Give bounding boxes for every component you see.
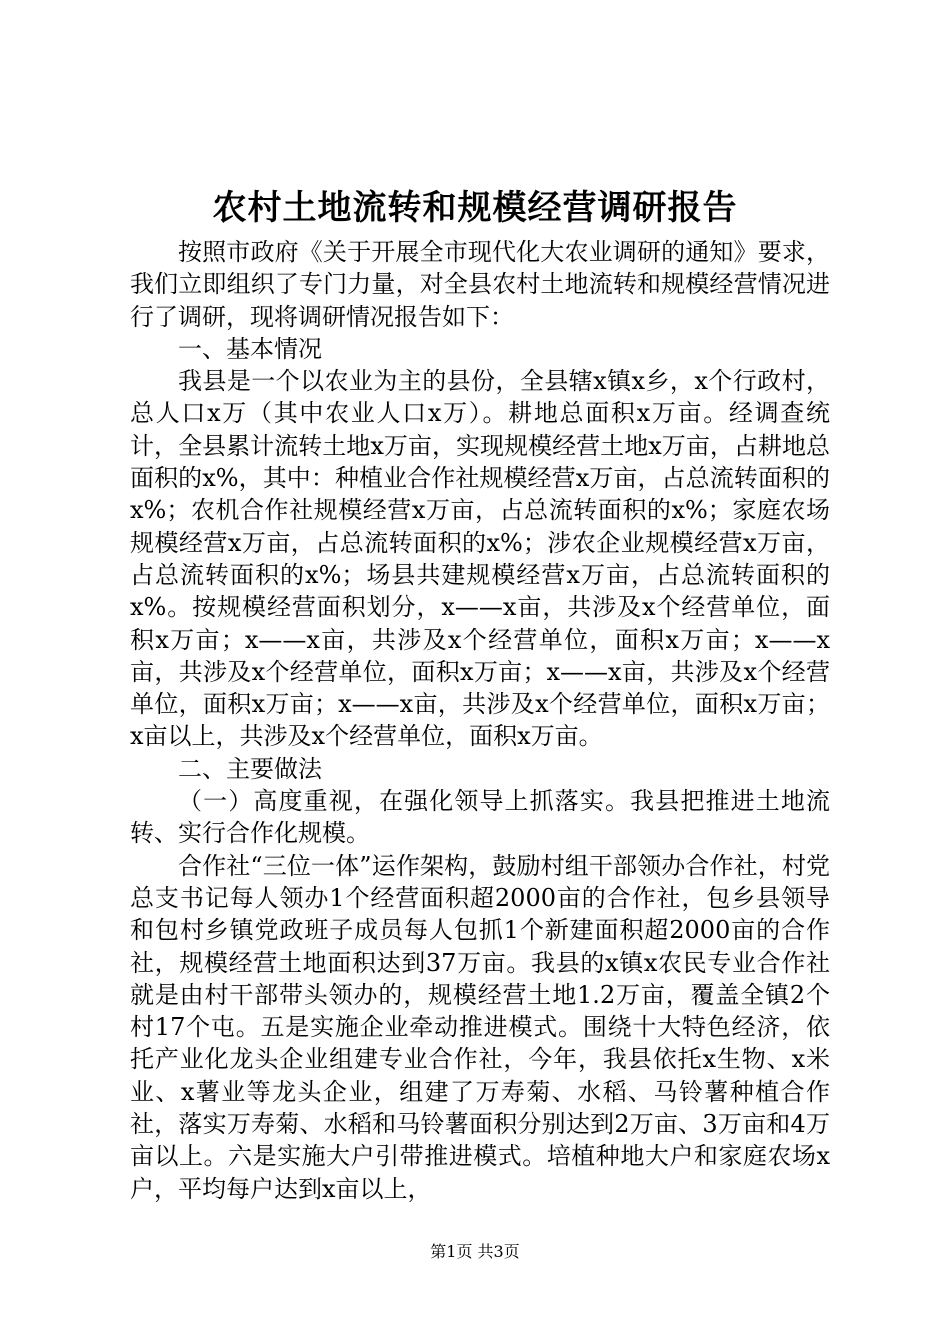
basic-situation-paragraph: 我县是一个以农业为主的县份，全县辖x镇x乡，x个行政村，总人口x万（其中农业人口x万）。耕地总面积x万亩。经调查统计，全县累计流转土地x万亩，实现规模经营土地x万亩，占耕地总面积的x%，其中：种植业合作社规模经营x万亩，占总流转面积的x%；农机合作社规模经营x万亩，占总流转面积的x%；家庭农场规模经营x万亩，占总流转面积的x%；涉农企业规模经营x万亩，占总流转面积的x%；场县共建规模经营x万亩，占总流转面积的x%。按规模经营面积划分，x——x亩，共涉及x个经营单位，面积x万亩；x——x亩，共涉及x个经营单位，面积x万亩；x——x亩，共涉及x个经营单位，面积x万亩；x——x亩，共涉及x个经营单位，面积x万亩；x——x亩，共涉及x个经营单位，面积x万亩；x亩以上，共涉及x个经营单位，面积x万亩。 [130, 367, 830, 751]
intro-paragraph: 按照市政府《关于开展全市现代化大农业调研的通知》要求，我们立即组织了专门力量，对全县农村土地流转和规模经营情况进行了调研，现将调研情况报告如下： [130, 238, 830, 331]
page-number-footer: 第1页 共3页 [430, 1242, 520, 1261]
cooperative-paragraph: 合作社“三位一体”运作架构，鼓励村组干部领办合作社，村党总支书记每人领办1个经营面积超2000亩的合作社，包乡县领导和包村乡镇党政班子成员每人包抓1个新建面积超2000亩的合作社，规模经营土地面积达到37万亩。我县的x镇x农民专业合作社就是由村干部带头领办的，规模经营土地1.2万亩，覆盖全镇2个村17个屯。五是实施企业牵动推进模式。围绕十大特色经济，依托产业化龙头企业组建专业合作社，今年，我县依托x生物、x米业、x薯业等龙头企业，组建了万寿菊、水稻、马铃薯种植合作社，落实万寿菊、水稻和马铃薯面积分别达到2万亩、3万亩和4万亩以上。六是实施大户引带推进模式。培植种地大户和家庭农场x户，平均每户达到x亩以上， [130, 851, 830, 1203]
subsection-heading-leadership: （一）高度重视，在强化领导上抓落实。我县把推进土地流转、实行合作化规模。 [130, 787, 830, 848]
document-title: 农村土地流转和规模经营调研报告 [212, 188, 738, 228]
section-heading-basic-situation: 一、基本情况 [178, 334, 322, 363]
section-heading-main-practices: 二、主要做法 [178, 754, 322, 783]
document-body [130, 236, 830, 1205]
